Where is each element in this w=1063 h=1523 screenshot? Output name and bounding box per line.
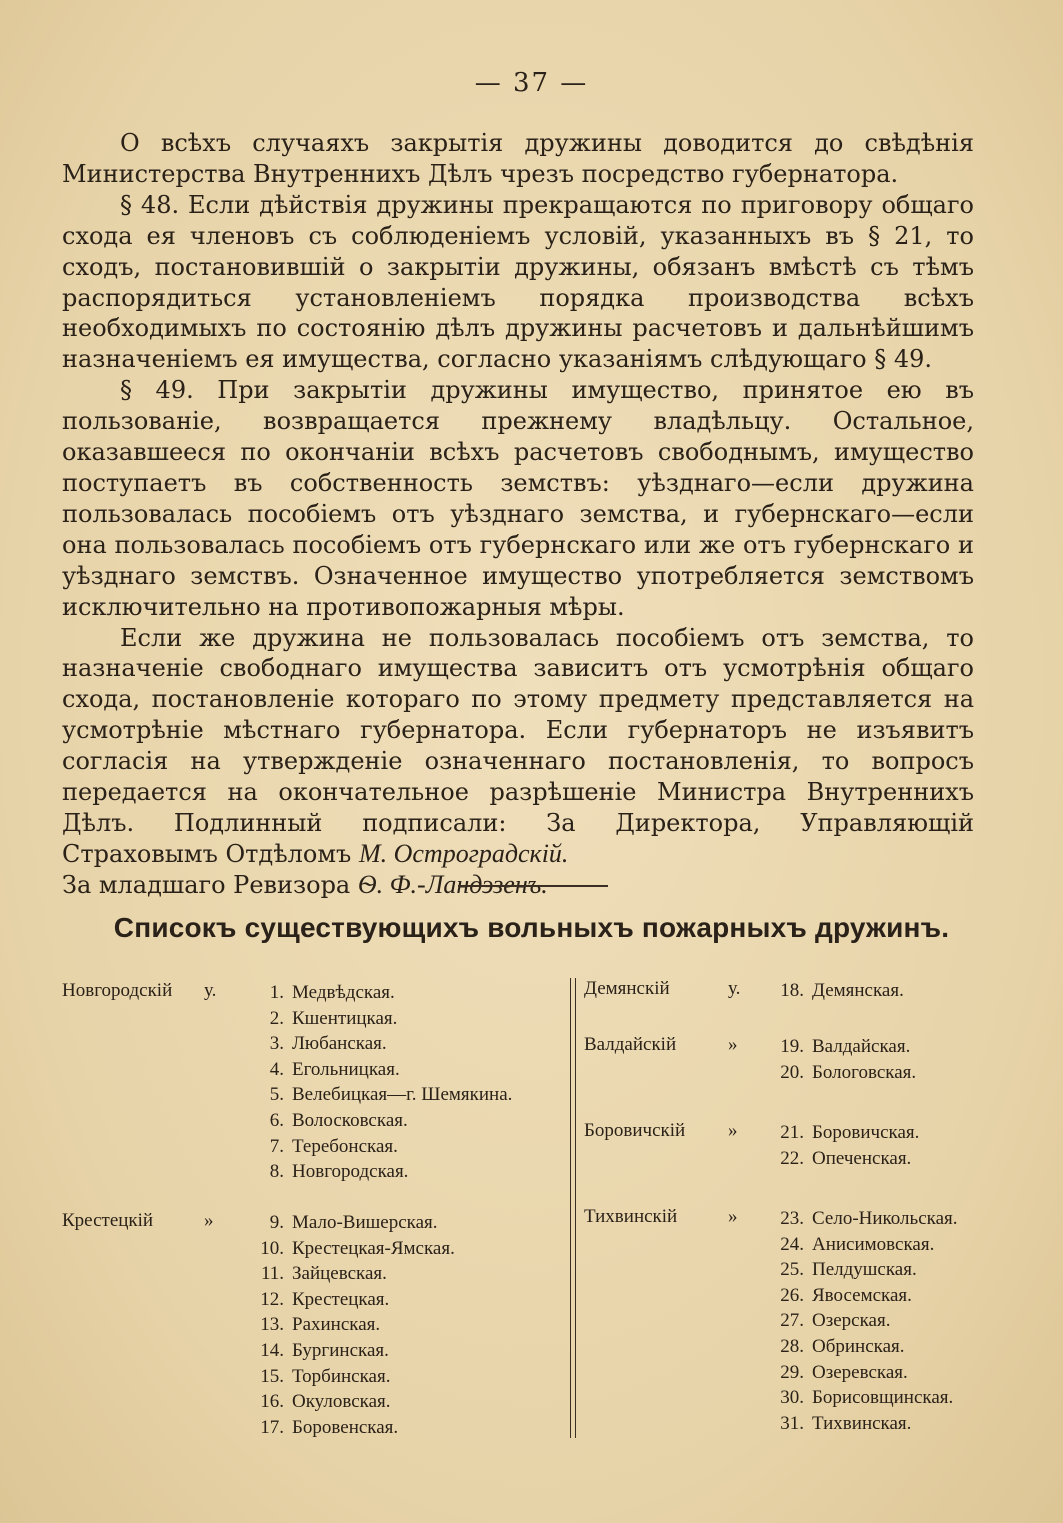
brigade-number: 16. xyxy=(260,1391,284,1413)
district-name: Боровичскій xyxy=(584,1120,686,1141)
brigade-number: 8. xyxy=(269,1161,284,1183)
brigade-item xyxy=(240,1057,512,1083)
brigade-number: 26. xyxy=(780,1284,804,1306)
brigade-name: Крестецкая-Ямская. xyxy=(292,1237,455,1259)
brigade-item xyxy=(764,1308,958,1334)
brigade-number: 6. xyxy=(269,1109,284,1131)
brigade-name: Кшентицкая. xyxy=(292,1007,398,1029)
countersign-label: За младшаго Ревизора xyxy=(62,870,351,899)
brigade-number: 28. xyxy=(780,1335,804,1357)
brigade-name: Окуловская. xyxy=(292,1391,391,1413)
district-name: Валдайскій xyxy=(584,1034,677,1055)
brigade-number: 7. xyxy=(269,1135,284,1157)
brigade-number: 10. xyxy=(260,1237,284,1259)
brigade-name: Обринская. xyxy=(812,1335,905,1357)
brigade-name: Медвѣдская. xyxy=(292,982,395,1003)
brigade-name: Боровичская. xyxy=(812,1122,920,1143)
brigade-item xyxy=(240,1364,455,1390)
brigade-list xyxy=(240,1210,455,1440)
brigade-item xyxy=(764,978,904,1004)
district-marker: » xyxy=(728,1206,738,1227)
district-name: Крестецкій xyxy=(62,1210,154,1231)
brigade-name: Егольницкая. xyxy=(292,1058,400,1080)
column-divider xyxy=(570,978,576,1438)
brigade-item xyxy=(764,1411,958,1437)
brigade-list xyxy=(240,980,512,1185)
brigade-number: 23. xyxy=(780,1208,804,1229)
brigade-number: 27. xyxy=(780,1310,804,1332)
brigade-number: 19. xyxy=(780,1036,804,1057)
brigade-name: Волосковская. xyxy=(292,1109,408,1131)
district-marker: у. xyxy=(728,978,741,999)
brigade-number: 14. xyxy=(260,1339,284,1361)
brigade-number: 13. xyxy=(260,1314,284,1336)
brigade-name: Теребонская. xyxy=(292,1135,398,1157)
signature-landezen: Ѳ. Ф.-Ландэзенъ. xyxy=(357,869,548,899)
brigade-item xyxy=(764,1034,916,1060)
district-name: Демянскій xyxy=(584,978,670,999)
brigade-number: 20. xyxy=(780,1061,804,1083)
brigade-item xyxy=(764,1385,958,1411)
brigade-list xyxy=(764,1034,916,1085)
body-text xyxy=(62,128,974,901)
brigade-list xyxy=(764,978,904,1004)
brigade-item xyxy=(240,1082,512,1108)
brigade-name: Тихвинская. xyxy=(812,1412,912,1434)
brigade-number: 12. xyxy=(260,1288,284,1310)
brigade-name: Крестецкая. xyxy=(292,1288,390,1310)
brigade-item xyxy=(240,1287,455,1313)
brigade-name: Пелдушская. xyxy=(812,1259,917,1281)
brigade-number: 29. xyxy=(780,1361,804,1383)
brigade-name: Явосемская. xyxy=(812,1284,912,1306)
brigade-name: Озеревская. xyxy=(812,1361,908,1383)
paragraph-final xyxy=(62,623,974,901)
brigade-item xyxy=(240,1261,455,1287)
brigade-number: 11. xyxy=(260,1263,284,1285)
brigade-item xyxy=(240,980,512,1006)
brigade-list xyxy=(764,1206,958,1436)
brigade-name: Борисовщинская. xyxy=(812,1387,954,1409)
signature-ostrogradsky: М. Остроградскій. xyxy=(358,838,569,868)
brigade-item xyxy=(764,1146,919,1172)
district-marker: » xyxy=(728,1120,738,1141)
brigade-name: Рахинская. xyxy=(292,1314,381,1336)
brigade-number: 5. xyxy=(269,1084,284,1106)
brigade-item xyxy=(240,1210,455,1236)
brigade-list xyxy=(764,1120,919,1171)
brigade-name: Демянская. xyxy=(812,980,904,1001)
brigade-item xyxy=(240,1134,512,1160)
brigade-number: 30. xyxy=(780,1387,804,1409)
brigade-name: Торбинская. xyxy=(292,1365,391,1387)
brigade-name: Боровенская. xyxy=(292,1416,399,1438)
brigade-item xyxy=(240,1031,512,1057)
brigade-item xyxy=(240,1338,455,1364)
brigade-number: 17. xyxy=(260,1416,284,1438)
district-marker: » xyxy=(728,1034,738,1055)
brigade-item xyxy=(764,1120,919,1146)
brigade-item xyxy=(764,1206,958,1232)
brigade-number: 24. xyxy=(780,1233,804,1255)
brigade-number: 2. xyxy=(269,1007,284,1029)
brigade-item xyxy=(240,1108,512,1134)
brigade-table xyxy=(62,978,987,1438)
section-divider xyxy=(458,885,608,887)
brigade-name: Мало-Вишерская. xyxy=(292,1212,438,1233)
district-marker: у. xyxy=(204,980,217,1001)
page-number: — 37 — xyxy=(474,68,589,98)
brigade-name: Любанская. xyxy=(292,1033,387,1055)
brigade-number: 3. xyxy=(269,1033,284,1055)
paragraph-section-49: § 49. При закрытіи дружины имущество, принятое ею въ пользованіе, возвращается прежнему владѣльцу. Остальное, оказавшееся по окончаніи всѣхъ расчетовъ свободнымъ, имущество поступаетъ въ собственность земствъ: уѣзднаго—если дружина пользовалась пособіемъ отъ уѣзднаго земства, и губернскаго—если она пользовалась пособіемъ отъ губернскаго или же отъ губернскаго и уѣзднаго земствъ. Означенное имущество употребляется земствомъ исключительно на противопожарныя мѣры. xyxy=(62,376,974,621)
brigade-name: Зайцевская. xyxy=(292,1263,387,1285)
brigade-name: Велебицкая—г. Шемякина. xyxy=(292,1084,513,1106)
brigade-name: Опеченская. xyxy=(812,1147,912,1169)
list-title: Списокъ существующихъ вольныхъ пожарныхъ дружинъ. xyxy=(113,912,950,943)
brigade-name: Бологовская. xyxy=(812,1061,917,1083)
brigade-item xyxy=(240,1236,455,1262)
brigade-name: Озерская. xyxy=(812,1310,891,1332)
brigade-name: Анисимовская. xyxy=(812,1233,935,1255)
brigade-name: Бургинская. xyxy=(292,1339,389,1361)
brigade-number: 21. xyxy=(780,1122,804,1143)
brigade-number: 9. xyxy=(269,1212,284,1233)
brigade-name: Село-Никольская. xyxy=(812,1208,958,1229)
brigade-name: Новгородская. xyxy=(292,1161,409,1183)
brigade-number: 4. xyxy=(269,1058,284,1080)
brigade-number: 31. xyxy=(780,1412,804,1434)
district-name: Тихвинскій xyxy=(584,1206,678,1227)
brigade-item xyxy=(764,1257,958,1283)
brigade-number: 18. xyxy=(780,980,804,1001)
brigade-item xyxy=(764,1232,958,1258)
paragraph: О всѣхъ случаяхъ закрытія дружины доводится до свѣдѣнія Министерства Внутреннихъ Дѣлъ чрезъ посредство губернатора. xyxy=(62,129,974,188)
brigade-item xyxy=(764,1060,916,1086)
brigade-item xyxy=(240,1159,512,1185)
district-marker: » xyxy=(204,1210,214,1231)
brigade-name: Валдайская. xyxy=(812,1036,911,1057)
brigade-number: 22. xyxy=(780,1147,804,1169)
brigade-item xyxy=(240,1312,455,1338)
brigade-number: 1. xyxy=(269,982,284,1003)
brigade-number: 15. xyxy=(260,1365,284,1387)
brigade-item xyxy=(764,1334,958,1360)
brigade-item xyxy=(764,1283,958,1309)
district-name: Новгородскій xyxy=(62,980,173,1001)
paragraph-section-48: § 48. Если дѣйствія дружины прекращаются по приговору общаго схода ея членовъ съ соблюденіемъ условій, указанныхъ въ § 21, то сходъ, постановившій о закрытіи дружины, обязанъ вмѣстѣ съ тѣмъ распорядиться установленіемъ порядка производства всѣхъ необходимыхъ по состоянію дѣлъ дружины расчетовъ и дальнѣйшимъ назначеніемъ ея имущества, согласно указаніямъ слѣдующаго § 49. xyxy=(62,190,974,374)
brigade-item xyxy=(240,1415,455,1441)
paragraph-final-text: Если же дружина не пользовалась пособіемъ отъ земства, то назначеніе свободнаго имущества зависитъ отъ усмотрѣнія общаго схода, постановленіе котораго по этому предмету представляется на усмотрѣніе мѣстнаго губернатора. Если губернаторъ не изъявитъ согласія на утвержденіе означеннаго постановленія, то вопросъ передается на окончательное разрѣшеніе Министра Внутреннихъ Дѣлъ. Подлинный подписали: За Директора, Управляющій Страховымъ Отдѣломъ xyxy=(62,623,974,868)
brigade-item xyxy=(240,1006,512,1032)
brigade-item xyxy=(764,1360,958,1386)
brigade-number: 25. xyxy=(780,1259,804,1281)
brigade-item xyxy=(240,1389,455,1415)
